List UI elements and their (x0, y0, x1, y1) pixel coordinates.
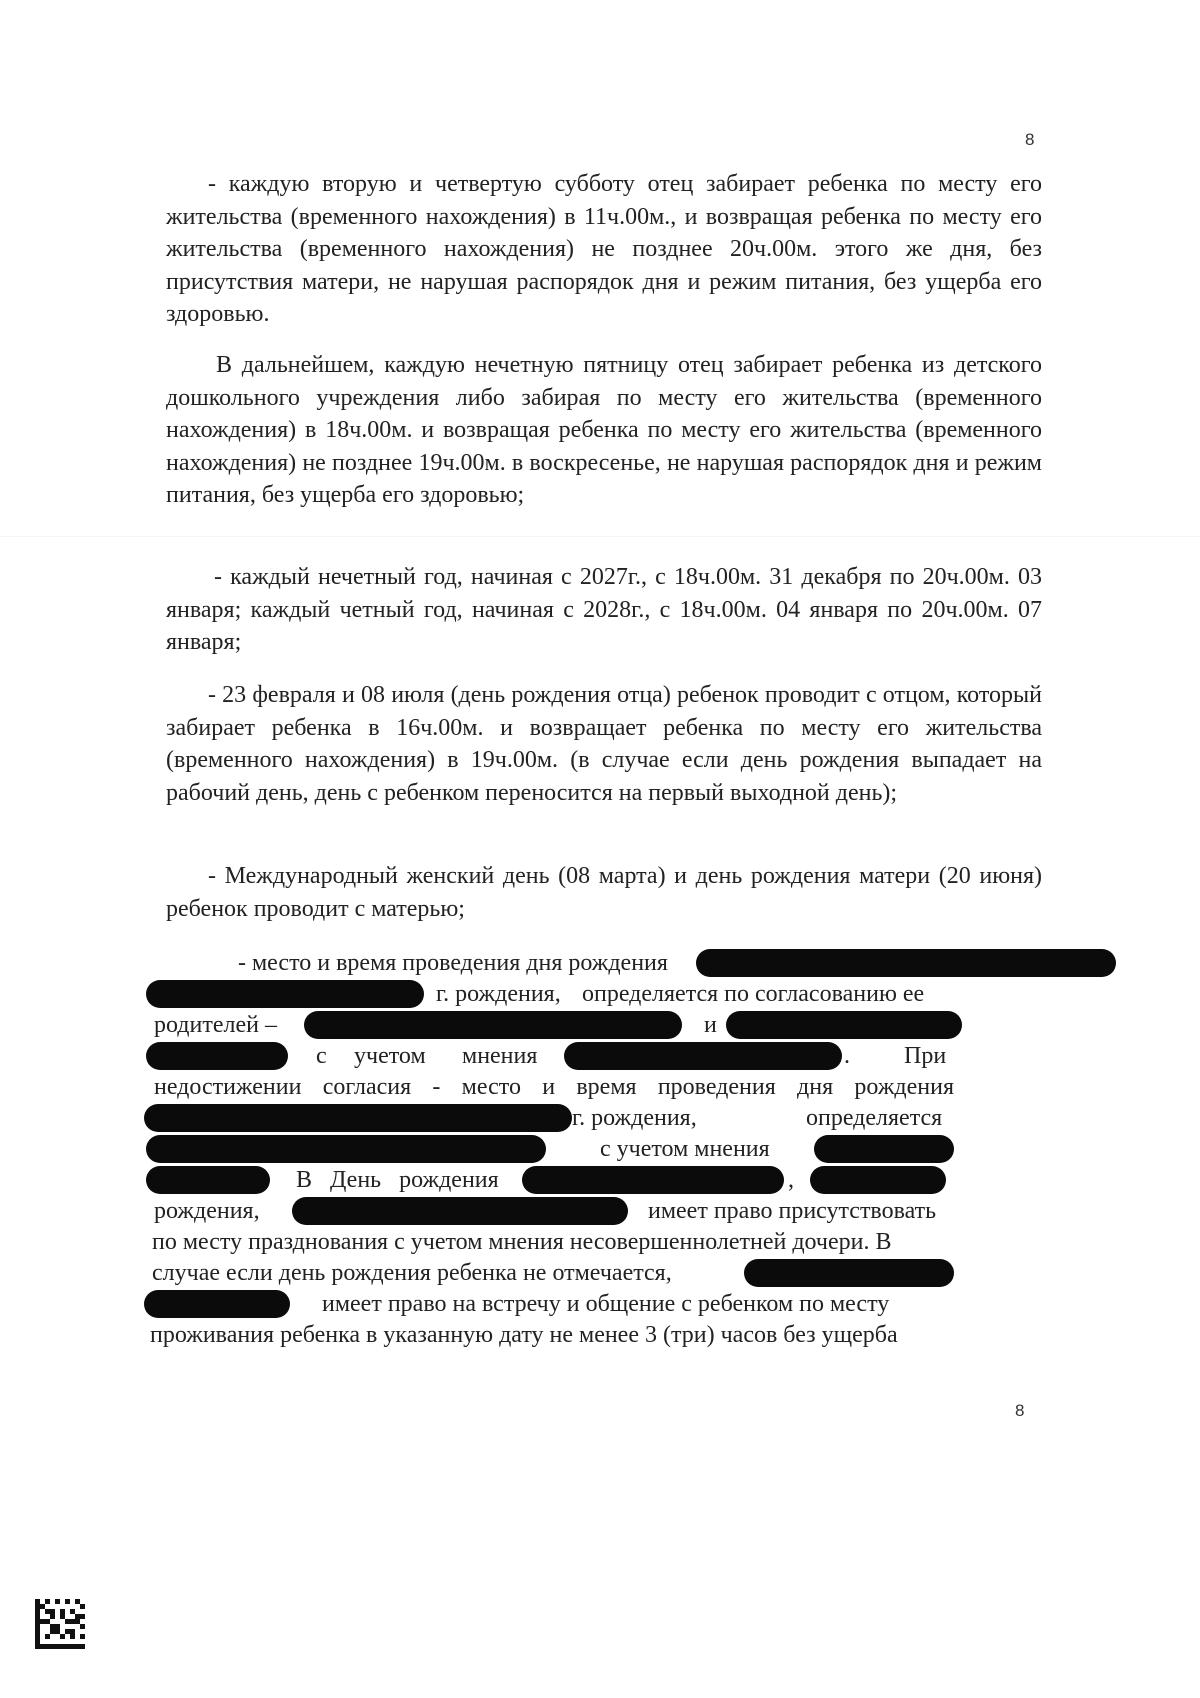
datamatrix-code-icon (35, 1599, 85, 1649)
text-segment: по месту празднования с учетом мнения несовершеннолетней дочери. В (152, 1229, 892, 1255)
text-line (154, 1070, 1042, 1104)
text-line (166, 1132, 1042, 1166)
redaction-bar (814, 1135, 954, 1163)
text-segment: родителей – (154, 1012, 277, 1038)
redaction-bar (144, 1290, 290, 1318)
text-segment: , (788, 1167, 794, 1193)
redaction-bar (726, 1011, 962, 1039)
redaction-bar (522, 1166, 784, 1194)
text-segment: В День рождения (296, 1167, 499, 1193)
redaction-bar (304, 1011, 682, 1039)
page-number-bottom: 8 (1015, 1401, 1025, 1420)
text-segment: г. рождения, (572, 1105, 697, 1131)
text-segment: - место и время проведения дня рождения (238, 950, 668, 976)
text-segment: имеет право на встречу и общение с ребенком по месту (322, 1291, 890, 1317)
text-segment: г. рождения, (436, 981, 561, 1007)
text-segment: недостижении согласия - место и время проведения дня рождения (154, 1074, 954, 1100)
text-line (150, 1318, 1042, 1352)
redaction-bar (146, 1135, 546, 1163)
redaction-bar (744, 1259, 954, 1287)
redaction-bar (810, 1166, 946, 1194)
text-line (152, 1225, 1042, 1259)
text-segment: мнения (462, 1043, 538, 1069)
paragraph-saturdays: - каждую вторую и четвертую субботу отец забирает ребенка по месту его жительства (временного нахождения) в 11ч.00м., и возвращая ребенка по месту его жительства (временного нахождения) не позднее 20ч.00м. этого же дня, без присутствия матери, не нарушая распорядок дня и режим питания, без ущерба его здоровью. (166, 171, 1042, 328)
text-segment: определяется по согласованию ее (582, 981, 925, 1007)
page-number-top: 8 (1025, 130, 1035, 149)
text-segment: . (844, 1043, 850, 1069)
scan-line (0, 536, 1200, 537)
text-segment: с учетом мнения (600, 1136, 770, 1162)
redaction-bar (696, 949, 1116, 977)
redaction-bar (292, 1197, 628, 1225)
text-segment: При (904, 1043, 947, 1069)
text-segment: определяется (806, 1105, 943, 1131)
paragraph-new-year: - каждый нечетный год, начиная с 2027г., с 18ч.00м. 31 декабря по 20ч.00м. 03 января; каждый четный год, начиная с 2028г., с 18ч.00м. 04 января по 20ч.00м. 07 января; (166, 564, 1042, 656)
text-line (154, 1008, 1042, 1042)
paragraph-mother-days: - Международный женский день (08 марта) и день рождения матери (20 июня) ребенок проводит с матерью; (166, 863, 1042, 922)
text-segment: и (704, 1012, 717, 1038)
text-segment: имеет право присутствовать (648, 1198, 937, 1224)
text-line (166, 1101, 1042, 1135)
paragraph-fridays: В дальнейшем, каждую нечетную пятницу отец забирает ребенка из детского дошкольного учреждения либо забирая по месту его жительства (временного нахождения) в 18ч.00м. и возвращая ребенка по месту его жительства (временного нахождения) не позднее 19ч.00м. в воскресенье, не нарушая распорядок дня и режим питания, без ущерба его здоровью; (166, 352, 1042, 509)
text-line (166, 1039, 1042, 1073)
paragraph-father-days: - 23 февраля и 08 июля (день рождения отца) ребенок проводит с отцом, который забирает ребенка в 16ч.00м. и возвращает ребенка по месту его жительства (временного нахождения) в 19ч.00м. (в случае если день рождения выпадает на рабочий день, день с ребенком переносится на первый выходной день); (166, 682, 1042, 806)
redaction-bar (146, 1042, 288, 1070)
text-line (166, 946, 1042, 980)
text-line (166, 1163, 1042, 1197)
text-line (166, 977, 1042, 1011)
redaction-bar (144, 1104, 572, 1132)
text-line (166, 1287, 1042, 1321)
text-line (154, 1194, 1042, 1228)
redaction-bar (146, 1166, 270, 1194)
text-segment: учетом (354, 1043, 426, 1069)
text-segment: с (316, 1043, 327, 1069)
redaction-bar (564, 1042, 842, 1070)
text-segment: случае если день рождения ребенка не отмечается, (152, 1260, 672, 1286)
text-segment: проживания ребенка в указанную дату не менее 3 (три) часов без ущерба (150, 1322, 898, 1348)
redaction-bar (146, 980, 424, 1008)
text-segment: рождения, (154, 1198, 260, 1224)
text-line (152, 1256, 1042, 1290)
